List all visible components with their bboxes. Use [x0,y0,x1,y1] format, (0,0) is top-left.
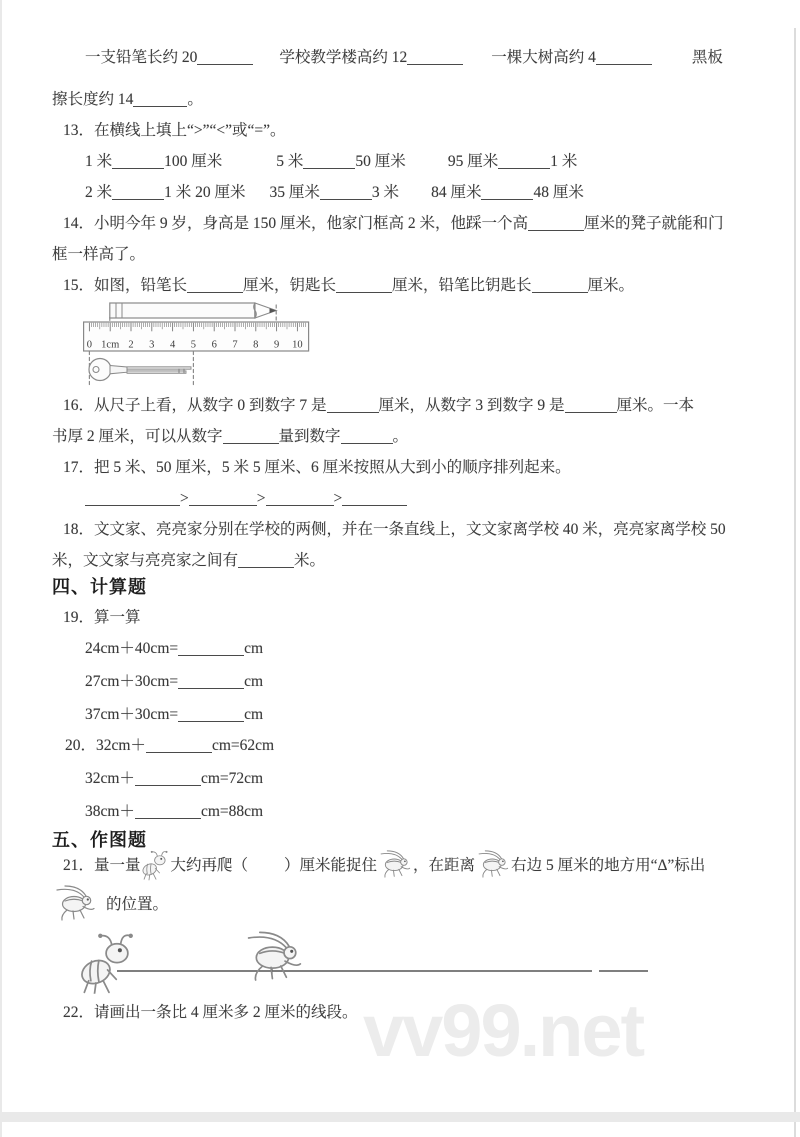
q18-line2 [52,551,325,570]
text-run: cm=72cm [200,770,264,787]
q12-line3 [52,90,203,109]
q17-answer-row [85,489,407,508]
blank-field [532,277,588,293]
blank-field [266,490,334,506]
blank-field [85,490,180,506]
q13-stem [63,121,286,140]
text-run: 3 米 [371,184,400,201]
text-run: 厘米，从数字 3 到数字 9 是 [378,397,565,414]
text-run: 18．文文家、亮亮家分别在学校的两侧，并在一条直线上，文文家离学校 40 米，亮亮家离学校 50 [63,521,726,538]
text-run: 32cm＋ [85,770,135,787]
spacer [98,908,106,909]
q22-stem [63,1003,358,1022]
q17-stem [63,458,571,477]
q13-row1 [85,152,577,171]
text-run: 50 厘米 [355,153,406,170]
spacer [463,61,491,62]
ruler-cm-label: 2 [128,339,134,351]
q13-row2 [85,183,584,202]
text-run: 48 厘米 [533,184,584,201]
ruler-cm-label: 9 [273,339,280,351]
ruler-cm-label: 6 [211,339,217,351]
q19-eq2 [85,672,263,691]
ruler-cm-label: 7 [232,339,238,351]
text-run: 19．算一算 [63,609,141,626]
ruler-cm-label: 4 [169,339,176,351]
text-run: 1 米 [550,153,578,170]
text-run: 。 [187,91,203,108]
text-run: 擦长度约 14 [52,91,134,108]
text-run: cm=62cm [211,737,275,754]
text-run: 21．量一量 [63,857,141,874]
blank-field [596,49,652,65]
text-run: 38cm＋ [85,803,135,820]
blank-field [238,552,294,568]
spacer [246,196,270,197]
text-run: 厘米。 [587,277,635,294]
blank-field [135,770,201,786]
blank-field [197,49,253,65]
text-run: 五、作图题 [52,830,147,850]
blank-field [112,184,164,200]
spacer [652,61,692,62]
text-run: 厘米。一本 [616,397,695,414]
text-run: 大约再爬（ [170,857,249,874]
q20-eq3 [85,802,263,821]
grasshopper-icon [53,885,97,921]
text-run: 厘米，铅笔比钥匙长 [392,277,532,294]
q16-line1 [63,396,694,415]
spacer [399,196,431,197]
ant-icon [142,848,170,881]
q20-eq2 [85,769,263,788]
ruler-cm-label: 5 [190,339,197,351]
q21-line2 [52,895,168,914]
blank-field [327,397,379,413]
blank-field [135,803,201,819]
q20-eq1 [65,736,274,755]
text-run: 13．在横线上填上“>”“<”或“=”。 [63,122,286,139]
text-run: 一支铅笔长约 20 [85,49,198,66]
cricket-icon [476,850,510,878]
text-run: 2 米 [85,184,113,201]
blank-field [187,277,243,293]
text-run: > [256,490,266,507]
text-run: 20．32cm＋ [65,737,146,754]
blank-field [223,428,279,444]
text-run: cm [244,706,264,723]
blank-field [112,153,164,169]
ruler-cm-label: 3 [149,339,155,351]
text-run: 15．如图，铅笔长 [63,277,188,294]
ruler-cm-label: 1cm [101,339,120,351]
blank-field [146,737,212,753]
blank-field [178,673,244,689]
text-run: 的位置。 [106,896,169,913]
ruler-cm-label: 8 [253,339,259,351]
text-run: 量到数字 [278,428,341,445]
blank-field [178,640,244,656]
text-run: 84 厘米 [431,184,482,201]
blank-field [336,277,392,293]
blank-field [133,91,187,107]
text-run: 14．小明今年 9 岁，身高是 150 厘米，他家门框高 2 米，他踩一个高 [63,215,529,232]
cricket-icon [378,850,412,878]
q12-line2 [85,48,723,67]
blank-field [407,49,463,65]
q19-eq1 [85,639,263,658]
ruler-cm-label: 0 [86,339,93,351]
text-run: 35 厘米 [269,184,320,201]
text-run: 。 [392,428,409,445]
text-run: 17．把 5 米、50 厘米，5 米 5 厘米、6 厘米按照从大到小的顺序排列起来。 [63,459,571,476]
text-run: 37cm＋30cm= [85,706,179,723]
text-run: ）厘米能捉住 [284,857,378,874]
text-run: 书厚 2 厘米，可以从数字 [52,428,223,445]
blank-field [498,153,550,169]
text-run: 黑板 [691,49,723,66]
q15-stem [63,276,634,295]
spacer [253,61,279,62]
q19-stem [63,608,141,627]
q14-line1 [63,214,724,233]
section-5-heading [52,831,147,850]
text-run: 厘米，钥匙长 [243,277,337,294]
text-run: cm [244,640,264,657]
spacer [222,165,276,166]
q16-line2 [52,427,408,446]
text-run: 框一样高了。 [52,246,146,263]
text-run: > [180,490,189,507]
text-run: 一棵大树高约 4 [491,49,596,66]
text-run: 1 米 20 厘米 [164,184,246,201]
ruler-cm-label: 10 [292,339,303,351]
blank-field [189,490,257,506]
blank-field [528,215,584,231]
text-run: 米。 [294,552,326,569]
text-run: 厘米的凳子就能和门 [584,215,724,232]
blank-field [341,428,393,444]
text-run: 95 厘米 [447,153,499,170]
text-run: cm=88cm [200,803,264,820]
spacer [248,869,284,870]
site-watermark: vv99.net [363,989,644,1072]
text-run: 22．请画出一条比 4 厘米多 2 厘米的线段。 [63,1004,358,1021]
blank-field [178,706,244,722]
blank-field [320,184,372,200]
text-run: 学校教学楼高约 12 [279,49,408,66]
section-4-heading [52,578,147,597]
text-run: ，在距离 [413,857,476,874]
text-run: 5 米 [276,153,304,170]
spacer [406,165,448,166]
text-run: cm [244,673,264,690]
text-run: 100 厘米 [164,153,223,170]
text-run: 右边 5 厘米的地方用“Δ”标出 [511,857,706,874]
blank-field [565,397,617,413]
q14-line2 [52,245,145,264]
text-run: 24cm＋40cm= [85,640,179,657]
text-run: 27cm＋30cm= [85,673,179,690]
text-run: 1 米 [85,153,113,170]
text-run: 四、计算题 [52,577,147,597]
text-run: 16．从尺子上看，从数字 0 到数字 7 是 [63,397,327,414]
blank-field [303,153,355,169]
blank-field [481,184,533,200]
text-run: > [333,490,343,507]
q21-line1 [63,856,705,875]
q19-eq3 [85,705,263,724]
q18-line1 [63,520,726,539]
text-run: 米，文文家与亮亮家之间有 [52,552,239,569]
blank-field [342,490,407,506]
